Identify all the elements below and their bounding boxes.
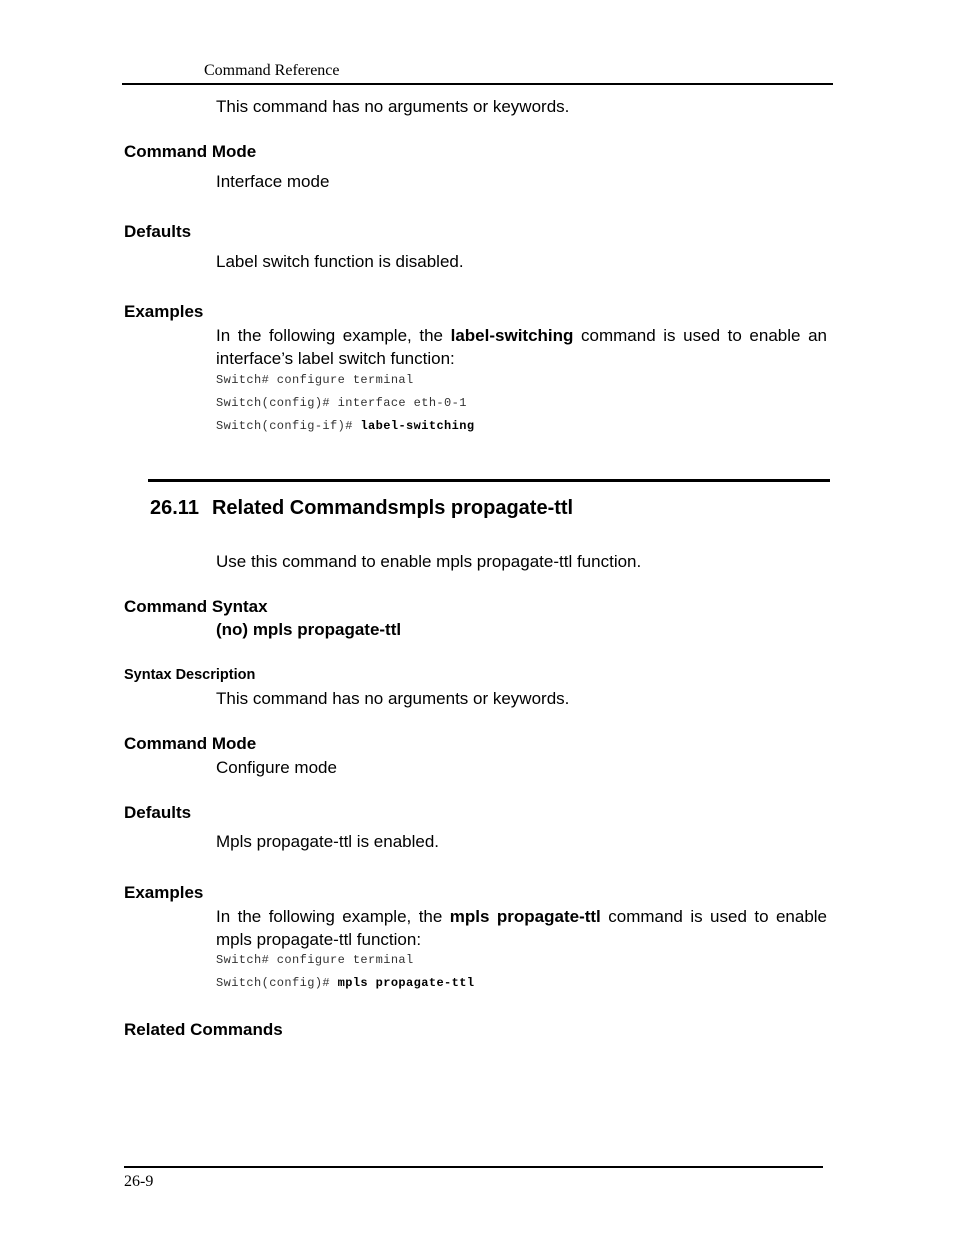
defaults-heading: Defaults [124, 222, 192, 241]
code-line: Switch# configure terminal [216, 953, 414, 967]
section-title [150, 497, 573, 520]
section-number: 26.11 [150, 497, 199, 519]
examples-heading: Examples [124, 302, 204, 321]
running-header: Command Reference [204, 62, 340, 79]
example-command-name: label-switching [450, 326, 574, 345]
defaults-heading: Defaults [124, 803, 192, 822]
footer-rule [124, 1166, 823, 1168]
code-line: Switch(config)# mpls propagate-ttl [216, 976, 475, 990]
syntax-description-text: This command has no arguments or keywords. [216, 97, 570, 116]
section-rule [148, 479, 830, 482]
example-command-name: mpls propagate-ttl [449, 907, 601, 926]
command-syntax-heading: Command Syntax [124, 597, 268, 616]
defaults-text: Label switch function is disabled. [216, 252, 464, 271]
command-mode-heading: Command Mode [124, 734, 257, 753]
code-line: Switch(config-if)# label-switching [216, 419, 475, 433]
section-description: Use this command to enable mpls propagate-ttl function. [216, 552, 642, 571]
command-mode-text: Interface mode [216, 172, 330, 191]
code-line: Switch(config)# interface eth-0-1 [216, 396, 467, 410]
example-intro: In the following example, the mpls propagate-ttl command is used to enable mpls propagate-ttl function: [216, 907, 828, 949]
syntax-description-text: This command has no arguments or keywords. [216, 689, 570, 708]
page-number: 26-9 [124, 1173, 154, 1190]
code-line: Switch# configure terminal [216, 373, 414, 387]
command-syntax-text: (no) mpls propagate-ttl [216, 620, 402, 639]
command-mode-heading: Command Mode [124, 142, 257, 161]
syntax-description-heading: Syntax Description [124, 667, 256, 683]
section-title-text: Related Commandsmpls propagate-ttl [211, 497, 574, 519]
command-mode-text: Configure mode [216, 758, 337, 777]
header-rule [122, 83, 833, 85]
example-intro: In the following example, the label-switching command is used to enable an interface’s label switch function: [216, 326, 827, 368]
examples-heading: Examples [124, 883, 204, 902]
related-commands-heading: Related Commands [124, 1020, 283, 1039]
defaults-text: Mpls propagate-ttl is enabled. [216, 832, 440, 851]
